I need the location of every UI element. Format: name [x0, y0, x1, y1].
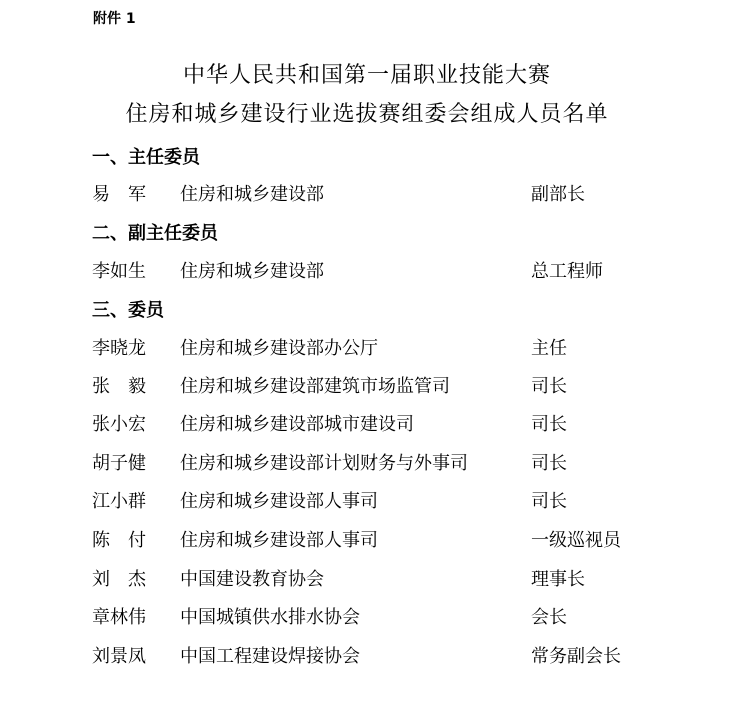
member-name: 陈 付: [92, 530, 146, 551]
member-row: [0, 334, 734, 360]
member-name: 刘景凤: [92, 646, 146, 667]
member-name: 易 军: [92, 184, 146, 205]
member-org: 住房和城乡建设部: [180, 184, 324, 205]
member-name: 江小群: [92, 491, 146, 512]
member-position: 一级巡视员: [531, 530, 621, 551]
member-position: 副部长: [531, 184, 585, 205]
member-name: 李晓龙: [92, 338, 146, 359]
member-org: 住房和城乡建设部: [180, 261, 324, 282]
member-position: 主任: [531, 338, 567, 359]
member-position: 常务副会长: [531, 646, 621, 667]
member-row: [0, 603, 734, 629]
member-org: 中国建设教育协会: [180, 569, 324, 590]
member-position: 会长: [531, 607, 567, 628]
member-org: 中国城镇供水排水协会: [180, 607, 360, 628]
member-name: 李如生: [92, 261, 146, 282]
member-row: [0, 642, 734, 668]
member-position: 司长: [531, 376, 567, 397]
member-position: 司长: [531, 414, 567, 435]
member-position: 司长: [531, 491, 567, 512]
member-row: [0, 257, 734, 283]
member-org: 住房和城乡建设部人事司: [180, 491, 378, 512]
member-position: 理事长: [531, 569, 585, 590]
member-org: 住房和城乡建设部办公厅: [180, 338, 378, 359]
member-row: [0, 487, 734, 513]
member-row: [0, 565, 734, 591]
member-name: 章林伟: [92, 607, 146, 628]
member-org: 中国工程建设焊接协会: [180, 646, 360, 667]
member-name: 张 毅: [92, 376, 146, 397]
section-heading-members: 三、委员: [92, 300, 164, 321]
member-org: 住房和城乡建设部城市建设司: [180, 414, 414, 435]
member-row: [0, 526, 734, 552]
attachment-label: 附件 1: [93, 11, 136, 27]
member-org: 住房和城乡建设部人事司: [180, 530, 378, 551]
member-position: 总工程师: [531, 261, 603, 282]
section-heading-chair: 一、主任委员: [92, 147, 200, 168]
member-name: 胡子健: [92, 453, 146, 474]
member-row: [0, 410, 734, 436]
member-org: 住房和城乡建设部建筑市场监管司: [180, 376, 450, 397]
document-title-line-2: 住房和城乡建设行业选拔赛组委会组成人员名单: [125, 102, 609, 127]
member-row: [0, 180, 734, 206]
member-name: 刘 杰: [92, 569, 146, 590]
member-row: [0, 449, 734, 475]
member-name: 张小宏: [92, 414, 146, 435]
member-org: 住房和城乡建设部计划财务与外事司: [180, 453, 468, 474]
section-heading-vice-chair: 二、副主任委员: [92, 223, 218, 244]
member-position: 司长: [531, 453, 567, 474]
document-title-line-1: 中华人民共和国第一届职业技能大赛: [182, 63, 551, 88]
member-row: [0, 372, 734, 398]
